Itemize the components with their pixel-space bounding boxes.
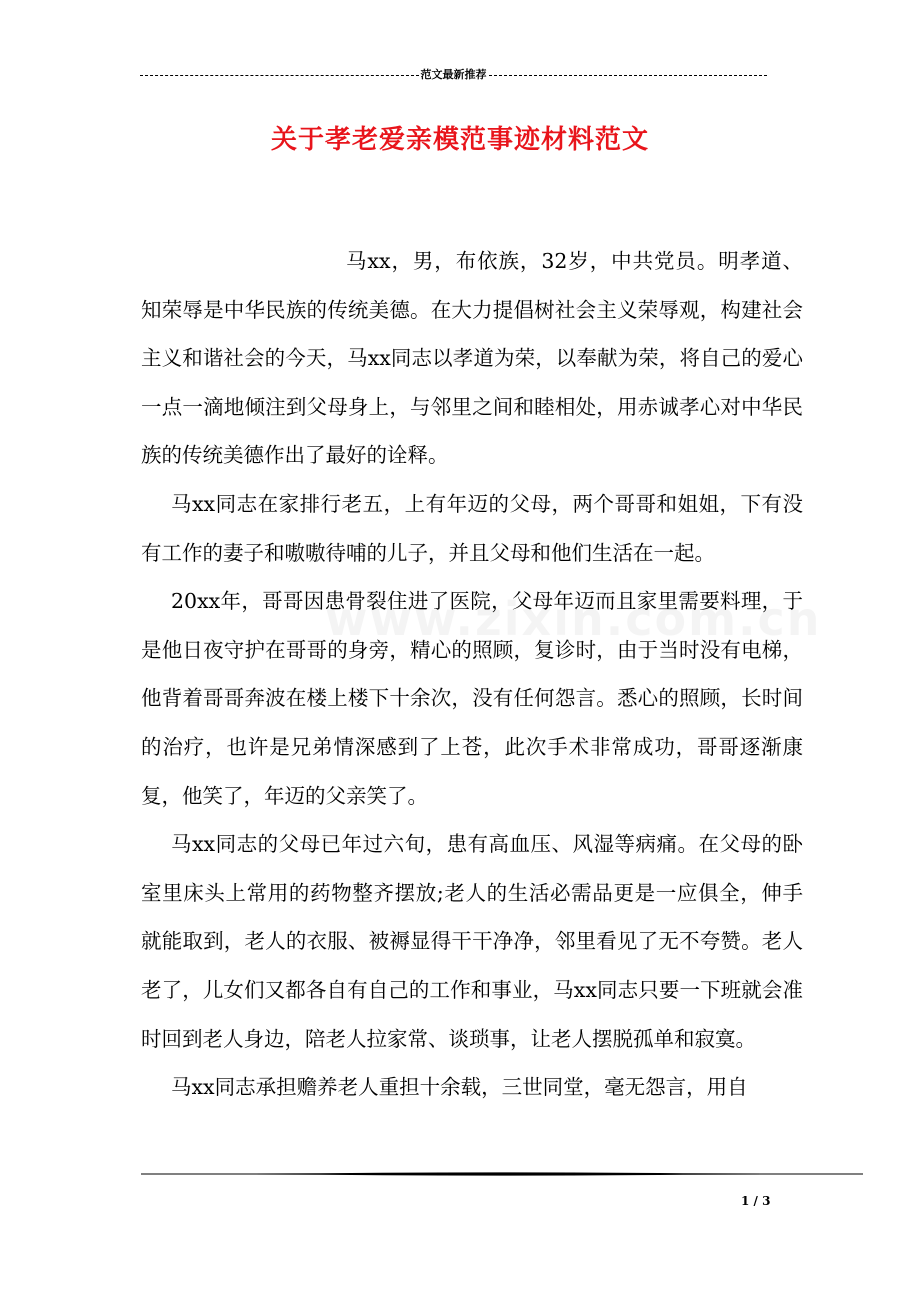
paragraph-parents-care: 马xx同志的父母已年过六旬，患有高血压、风湿等病痛。在父母的卧室里床头上常用的药物整齐摆放;老人的生活必需品更是一应俱全，伸手就能取到，老人的衣服、被褥显得干干净净，邻里看见了无不夸赞。老人老了，儿女们又都各自有自己的工作和事业，马xx同志只要一下班就会准时回到老人身边，陪老人拉家常、谈琐事，让老人摆脱孤单和寂寞。 [141,832,803,1051]
paragraph-family: 马xx同志在家排行老五，上有年迈的父母，两个哥哥和姐姐，下有没有工作的妻子和嗷嗷待哺的儿子，并且父母和他们生活在一起。 [141,491,803,565]
paragraph-brother: 20xx年，哥哥因患骨裂住进了医院，父母年迈而且家里需要料理，于是他日夜守护在哥哥的身旁，精心的照顾，复诊时，由于当时没有电梯，他背着哥哥奔波在楼上楼下十余次，没有任何怨言。悉心的照顾，长时间的治疗，也许是兄弟情深感到了上苍，此次手术非常成功，哥哥逐渐康复，他笑了，年迈的父亲笑了。 [141,589,803,808]
paragraph-continued: 马xx同志承担赡养老人重担十余载，三世同堂，毫无怨言，用自 [171,1075,748,1100]
page-number: 1 / 3 [741,1194,771,1208]
paragraph-intro: 马xx，男，布依族，32岁，中共党员。明孝道、知荣辱是中华民族的传统美德。在大力提倡树社会主义荣辱观，构建社会主义和谐社会的今天，马xx同志以孝道为荣，以奉献为荣，将自己的爱心一点一滴地倾注到父母身上，与邻里之间和睦相处，用赤诚孝心对中华民族的传统美德作出了最好的诠释。 [141,249,803,468]
page-header [140,68,767,82]
header-dash-left [140,75,419,76]
document-title: 关于孝老爱亲模范事迹材料范文 [270,125,649,155]
document-body [141,237,803,1112]
header-dash-right [489,75,768,76]
footer-divider [141,1168,863,1180]
header-label: 范文最新推荐 [420,68,487,81]
